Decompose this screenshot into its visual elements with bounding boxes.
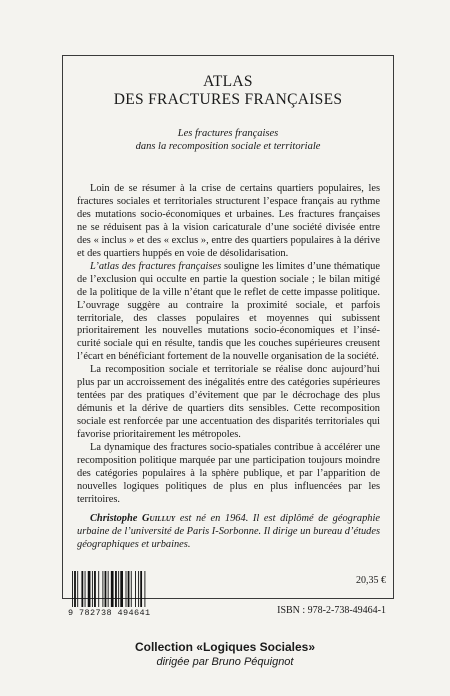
barcode-bar bbox=[115, 571, 117, 607]
isbn: ISBN : 978-2-738-49464-1 bbox=[277, 605, 386, 616]
barcode-bar bbox=[94, 571, 96, 607]
barcode-bar bbox=[88, 571, 91, 607]
blurb-paragraph-3: La recomposition sociale et territoriale se réalise donc aujourd’hui plus par un accroissement des inégalités entre des catégories supérieures tentées par des pratiques d’évitement que par le décrochage des plus démunis et la dérive de quartiers dits sensibles. Cette recomposition sociale est renforcée par une accentuation des disparités territoriales qui favorise prioritairement les métropoles. bbox=[77, 364, 380, 441]
barcode-bar bbox=[98, 571, 99, 607]
blurb-paragraph-2-text: souligne les limites d’une thématique de l’exclusion qui occulte en partie la question sociale ; le bilan mitigé de la politique de la ville n’étant que le reflet de cette impasse politique. L’ouvrage suggère au contraire la proximité sociale, et parfois territoriale, des classes populaires et moyennes qui subissent prioritairement les nouvelles mutations socio-économiques et l’insécurité sociale qui en résulte, tandis que les couches supérieures creusent l’écart en bénéficiant fortement de la nouvelle organisation de la société. bbox=[77, 260, 380, 363]
price: 20,35 € bbox=[356, 575, 386, 586]
author-bio-text: est né en 1964. Il est diplômé de géographie urbaine de l’université de Paris I-Sorbonne. Il dirige un bureau d’études géographiques et urbaines. bbox=[77, 513, 380, 550]
barcode-bar bbox=[131, 571, 132, 607]
barcode-bar bbox=[144, 571, 145, 607]
barcode-bar bbox=[108, 571, 109, 607]
book-title-reference: L’atlas des fractures françaises bbox=[90, 260, 222, 272]
blurb-paragraph-1: Loin de se résumer à la crise de certains quartiers populaires, les fractures sociales et territoriales structurent l’espace français au rythme des mutations socio-économiques et urbaines. Les fractures françaises ne se réduisent pas à la vision caricaturale d’une société divisée entre des « inclus » et des « exclus », entre des quartiers populaires à la dérive et des quartiers huppés en voie de désolidarisation. bbox=[77, 183, 380, 259]
barcode-bar bbox=[102, 571, 103, 607]
blurb-paragraph-2 bbox=[77, 261, 380, 365]
barcode-bar bbox=[118, 571, 119, 607]
author-first-name: Christophe bbox=[90, 513, 138, 524]
barcode-icon bbox=[70, 571, 180, 607]
barcode-bar bbox=[74, 571, 76, 607]
barcode-bar bbox=[105, 571, 107, 607]
subtitle-line-2: dans la recomposition sociale et territoriale bbox=[135, 141, 321, 152]
barcode-bar bbox=[72, 571, 73, 607]
barcode-bar bbox=[138, 571, 139, 607]
blurb-paragraph-4: La dynamique des fractures socio-spatiales contribue à accélérer une recomposition politique marquée par une participation toujours moindre des catégories populaires à la sphère publique, et par l’apparition de nouvelles logiques politiques de plus en plus influencées par les territoires. bbox=[77, 442, 380, 505]
title-line-2: DES FRACTURES FRANÇAISES bbox=[113, 91, 343, 108]
barcode-bar bbox=[85, 571, 86, 607]
author-last-name: Guilluy bbox=[142, 513, 176, 524]
barcode-bar bbox=[77, 571, 78, 607]
barcode-bar bbox=[126, 571, 127, 607]
barcode-bar bbox=[128, 571, 130, 607]
barcode-bar bbox=[111, 571, 114, 607]
barcode-number: 9 782738 494641 bbox=[68, 608, 151, 618]
barcode-bar bbox=[81, 571, 83, 607]
blurb bbox=[77, 183, 380, 507]
barcode-bar bbox=[92, 571, 93, 607]
collection-name: Collection «Logiques Sociales» bbox=[134, 640, 316, 654]
subtitle-line-1: Les fractures françaises bbox=[177, 128, 279, 139]
barcode-bar bbox=[135, 571, 136, 607]
barcode-bar bbox=[140, 571, 142, 607]
collection-director: dirigée par Bruno Péquignot bbox=[156, 656, 294, 668]
title-line-1: ATLAS bbox=[203, 73, 253, 90]
barcode-bar bbox=[120, 571, 123, 607]
author-bio bbox=[77, 512, 380, 551]
